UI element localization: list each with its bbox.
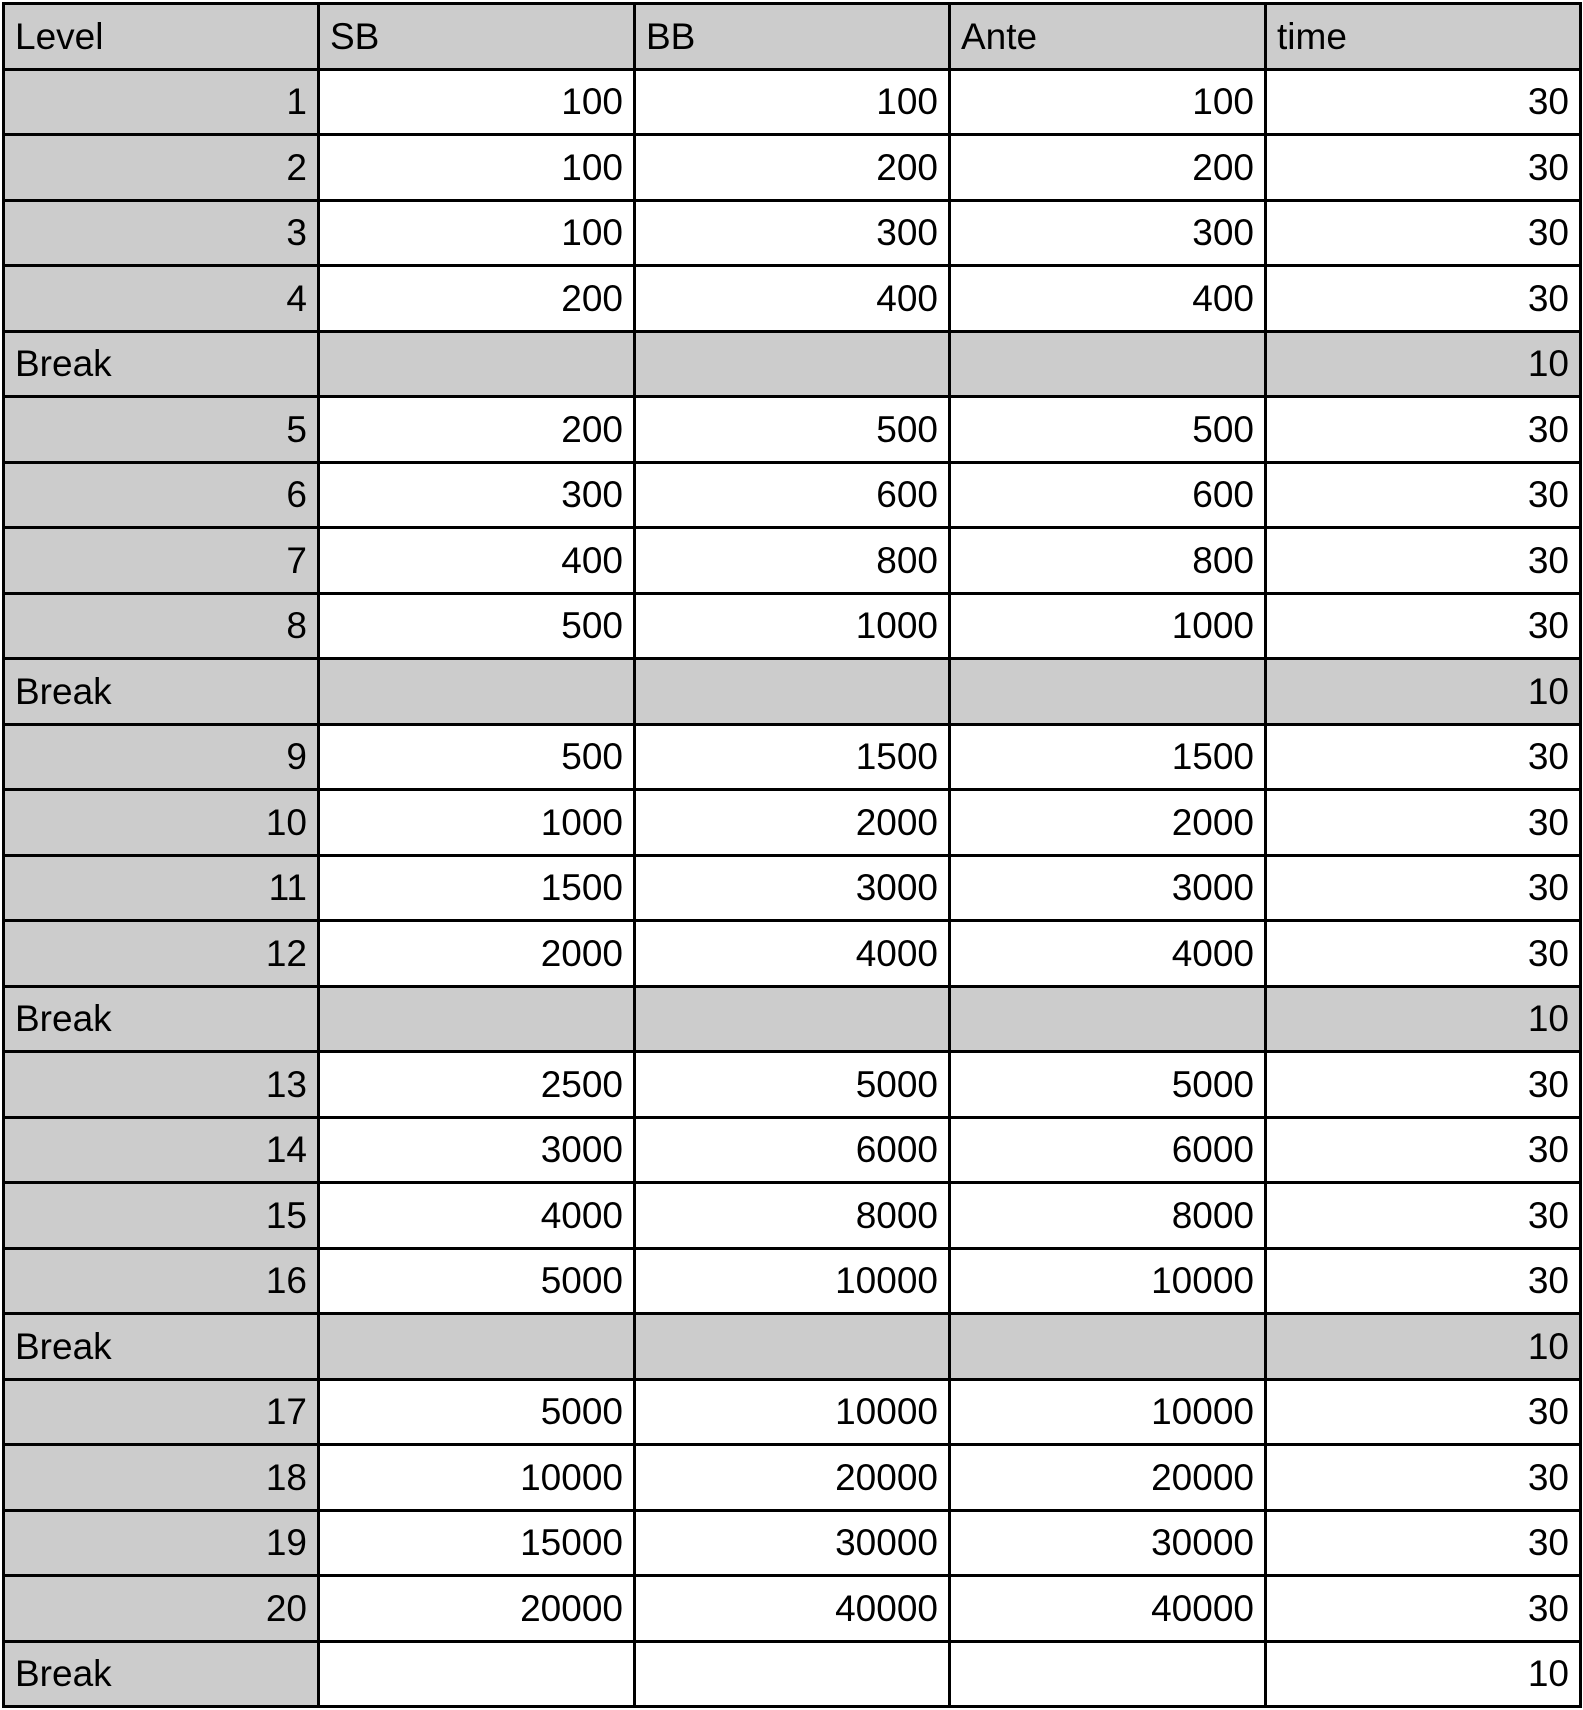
cell-ante: 2000 (950, 790, 1266, 856)
cell-time: 30 (1266, 593, 1581, 659)
cell-sb: 1500 (319, 855, 635, 921)
cell-ante: 30000 (950, 1510, 1266, 1576)
cell-bb: 4000 (635, 921, 950, 987)
cell-sb: 200 (319, 266, 635, 332)
cell-time: 30 (1266, 200, 1581, 266)
cell-ante: 600 (950, 462, 1266, 528)
table-row (4, 790, 1581, 856)
cell-level: 20 (4, 1576, 319, 1642)
cell-level: 18 (4, 1445, 319, 1511)
table-row (4, 1379, 1581, 1445)
cell-sb: 5000 (319, 1379, 635, 1445)
cell-level: 5 (4, 397, 319, 463)
cell-bb (635, 331, 950, 397)
break-row (4, 986, 1581, 1052)
cell-time: 30 (1266, 1248, 1581, 1314)
cell-bb: 100 (635, 69, 950, 135)
header-time: time (1266, 4, 1581, 70)
cell-sb: 4000 (319, 1183, 635, 1249)
cell-time: 30 (1266, 1117, 1581, 1183)
header-level: Level (4, 4, 319, 70)
cell-level: Break (4, 331, 319, 397)
cell-sb: 3000 (319, 1117, 635, 1183)
cell-time: 30 (1266, 266, 1581, 332)
cell-level: 17 (4, 1379, 319, 1445)
cell-ante: 200 (950, 135, 1266, 201)
cell-time: 10 (1266, 1641, 1581, 1707)
table-row (4, 69, 1581, 135)
cell-bb: 1000 (635, 593, 950, 659)
cell-bb (635, 659, 950, 725)
table-row (4, 528, 1581, 594)
cell-ante: 3000 (950, 855, 1266, 921)
cell-sb: 400 (319, 528, 635, 594)
cell-time: 30 (1266, 1052, 1581, 1118)
cell-level: 6 (4, 462, 319, 528)
cell-bb: 3000 (635, 855, 950, 921)
header-row (4, 4, 1581, 70)
cell-ante: 20000 (950, 1445, 1266, 1511)
cell-ante: 400 (950, 266, 1266, 332)
cell-bb: 40000 (635, 1576, 950, 1642)
cell-ante: 10000 (950, 1379, 1266, 1445)
cell-ante: 1000 (950, 593, 1266, 659)
cell-bb: 1500 (635, 724, 950, 790)
table-row (4, 921, 1581, 987)
break-row (4, 1641, 1581, 1707)
table-row (4, 1117, 1581, 1183)
cell-bb: 10000 (635, 1379, 950, 1445)
cell-sb: 2000 (319, 921, 635, 987)
cell-time: 30 (1266, 1510, 1581, 1576)
cell-bb: 20000 (635, 1445, 950, 1511)
cell-ante: 1500 (950, 724, 1266, 790)
cell-ante (950, 1641, 1266, 1707)
cell-bb: 30000 (635, 1510, 950, 1576)
cell-time: 30 (1266, 1379, 1581, 1445)
cell-level: 16 (4, 1248, 319, 1314)
cell-time: 10 (1266, 331, 1581, 397)
cell-sb (319, 331, 635, 397)
cell-ante: 8000 (950, 1183, 1266, 1249)
table-row (4, 855, 1581, 921)
cell-time: 10 (1266, 659, 1581, 725)
cell-sb: 2500 (319, 1052, 635, 1118)
cell-ante: 100 (950, 69, 1266, 135)
cell-ante: 6000 (950, 1117, 1266, 1183)
cell-time: 30 (1266, 790, 1581, 856)
cell-level: Break (4, 659, 319, 725)
table-row (4, 1445, 1581, 1511)
break-row (4, 659, 1581, 725)
table-header (4, 4, 1581, 70)
blind-structure-table (2, 2, 1582, 1708)
cell-sb: 300 (319, 462, 635, 528)
cell-bb: 200 (635, 135, 950, 201)
cell-level: 3 (4, 200, 319, 266)
header-ante: Ante (950, 4, 1266, 70)
cell-time: 10 (1266, 1314, 1581, 1380)
cell-bb: 800 (635, 528, 950, 594)
cell-time: 30 (1266, 528, 1581, 594)
cell-time: 30 (1266, 69, 1581, 135)
cell-time: 30 (1266, 1576, 1581, 1642)
cell-level: 9 (4, 724, 319, 790)
break-row (4, 1314, 1581, 1380)
cell-sb: 200 (319, 397, 635, 463)
cell-bb: 300 (635, 200, 950, 266)
table-row (4, 1576, 1581, 1642)
cell-ante: 300 (950, 200, 1266, 266)
cell-sb (319, 659, 635, 725)
cell-bb (635, 986, 950, 1052)
table-row (4, 1510, 1581, 1576)
cell-time: 30 (1266, 1445, 1581, 1511)
cell-bb: 400 (635, 266, 950, 332)
cell-level: Break (4, 1641, 319, 1707)
table-row (4, 1248, 1581, 1314)
cell-level: Break (4, 1314, 319, 1380)
cell-level: 13 (4, 1052, 319, 1118)
cell-bb (635, 1641, 950, 1707)
cell-time: 10 (1266, 986, 1581, 1052)
cell-level: 12 (4, 921, 319, 987)
cell-bb: 8000 (635, 1183, 950, 1249)
cell-sb: 500 (319, 724, 635, 790)
cell-bb: 5000 (635, 1052, 950, 1118)
cell-bb: 2000 (635, 790, 950, 856)
cell-time: 30 (1266, 855, 1581, 921)
cell-bb: 600 (635, 462, 950, 528)
cell-ante: 4000 (950, 921, 1266, 987)
cell-level: 1 (4, 69, 319, 135)
cell-sb: 100 (319, 69, 635, 135)
cell-level: 15 (4, 1183, 319, 1249)
cell-sb: 10000 (319, 1445, 635, 1511)
table-row (4, 397, 1581, 463)
table-row (4, 724, 1581, 790)
cell-time: 30 (1266, 462, 1581, 528)
cell-sb: 100 (319, 135, 635, 201)
cell-ante: 10000 (950, 1248, 1266, 1314)
cell-level: 2 (4, 135, 319, 201)
cell-level: 14 (4, 1117, 319, 1183)
cell-ante: 500 (950, 397, 1266, 463)
cell-sb: 15000 (319, 1510, 635, 1576)
cell-sb: 20000 (319, 1576, 635, 1642)
cell-sb: 500 (319, 593, 635, 659)
cell-level: 10 (4, 790, 319, 856)
cell-level: 8 (4, 593, 319, 659)
cell-ante (950, 986, 1266, 1052)
cell-sb: 1000 (319, 790, 635, 856)
cell-bb (635, 1314, 950, 1380)
cell-level: 19 (4, 1510, 319, 1576)
cell-time: 30 (1266, 135, 1581, 201)
cell-time: 30 (1266, 921, 1581, 987)
table-row (4, 266, 1581, 332)
cell-level: 4 (4, 266, 319, 332)
cell-ante (950, 331, 1266, 397)
cell-time: 30 (1266, 724, 1581, 790)
cell-level: 7 (4, 528, 319, 594)
table-body (4, 69, 1581, 1707)
break-row (4, 331, 1581, 397)
cell-bb: 6000 (635, 1117, 950, 1183)
cell-bb: 500 (635, 397, 950, 463)
table-row (4, 462, 1581, 528)
table-row (4, 1183, 1581, 1249)
cell-sb (319, 1641, 635, 1707)
cell-level: Break (4, 986, 319, 1052)
table-row (4, 200, 1581, 266)
table-row (4, 135, 1581, 201)
header-bb: BB (635, 4, 950, 70)
cell-sb (319, 1314, 635, 1380)
cell-ante (950, 659, 1266, 725)
cell-ante: 40000 (950, 1576, 1266, 1642)
cell-sb: 100 (319, 200, 635, 266)
cell-time: 30 (1266, 1183, 1581, 1249)
table-row (4, 593, 1581, 659)
cell-ante: 800 (950, 528, 1266, 594)
header-sb: SB (319, 4, 635, 70)
cell-ante: 5000 (950, 1052, 1266, 1118)
cell-sb: 5000 (319, 1248, 635, 1314)
cell-bb: 10000 (635, 1248, 950, 1314)
table-row (4, 1052, 1581, 1118)
cell-level: 11 (4, 855, 319, 921)
cell-ante (950, 1314, 1266, 1380)
cell-time: 30 (1266, 397, 1581, 463)
cell-sb (319, 986, 635, 1052)
